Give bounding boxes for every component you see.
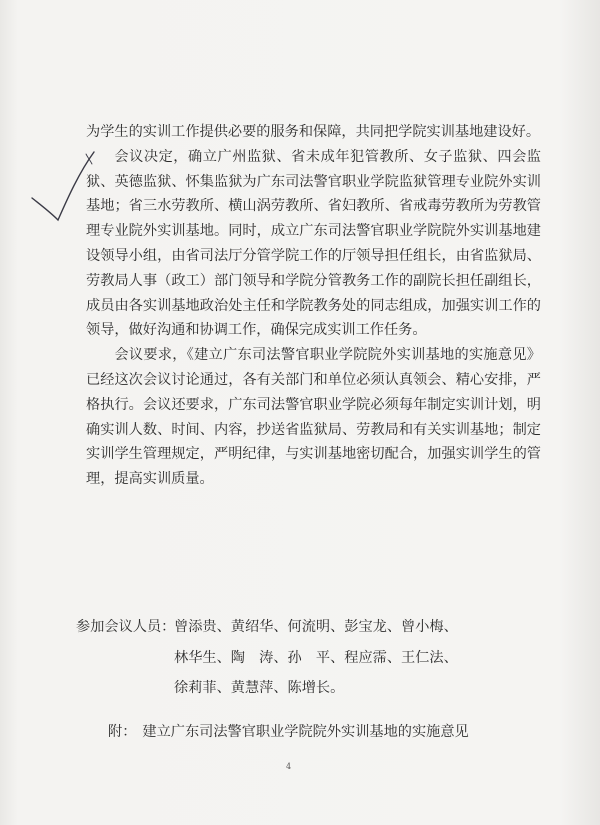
paragraph-continuation: 为学生的实训工作提供必要的服务和保障，共同把学院实训基地建设好。 bbox=[86, 124, 541, 140]
paragraph-meeting-decision: 会议决定，确立广州监狱、省未成年犯管教所、女子监狱、四会监狱、英德监狱、怀集监狱为广东司法警官职业学院监狱管理专业院外实训基地；省三水劳教所、横山涡劳教所、省妇教所、省戒毒劳教所为劳教管理专业院外实训基地。同时，成立广东司法警官职业学院院外实训基地建设领导小组，由省司法厅分管学院工作的厅领导担任组长，由省监狱局、劳教局人事（政工）部门领导和学院分管教务工作的副院长担任副组长，成员由各实训基地政治处主任和学院教务处的同志组成，加强实训工作的领导，做好沟通和协调工作，确保完成实训工作任务。 bbox=[86, 148, 541, 339]
attendee-line bbox=[76, 612, 546, 643]
attachment-label: 附： bbox=[108, 724, 137, 740]
attendee-names: 徐莉菲、黄慧萍、陈增长。 bbox=[174, 680, 345, 696]
attendee-list bbox=[76, 612, 546, 704]
attendee-line bbox=[76, 673, 546, 704]
attendee-line bbox=[76, 643, 546, 674]
attachment-note bbox=[108, 721, 469, 741]
attachment-title: 建立广东司法警官职业学院院外实训基地的实施意见 bbox=[142, 724, 469, 740]
attendee-label: 参加会议人员： bbox=[76, 619, 176, 635]
attendee-names: 曾添贵、黄绍华、何流明、彭宝龙、曾小梅、 bbox=[174, 619, 458, 635]
paragraph-meeting-requirements: 会议要求，《建立广东司法警官职业学院院外实训基地的实施意见》已经这次会议讨论通过，各有关部门和单位必须认真领会、精心安排，严格执行。会议还要求，广东司法警官职业学院必须每年制定实训计划，明确实训人数、时间、内容，抄送省监狱局、劳教局和有关实训基地；制定实训学生管理规定，严明纪律，与实训基地密切配合，加强实训学生的管理，提高实训质量。 bbox=[86, 347, 541, 488]
page-number: 4 bbox=[286, 762, 292, 771]
attendee-names: 林华生、陶 涛、孙 平、程应霈、王仁法、 bbox=[174, 649, 458, 666]
document-body bbox=[86, 112, 541, 492]
